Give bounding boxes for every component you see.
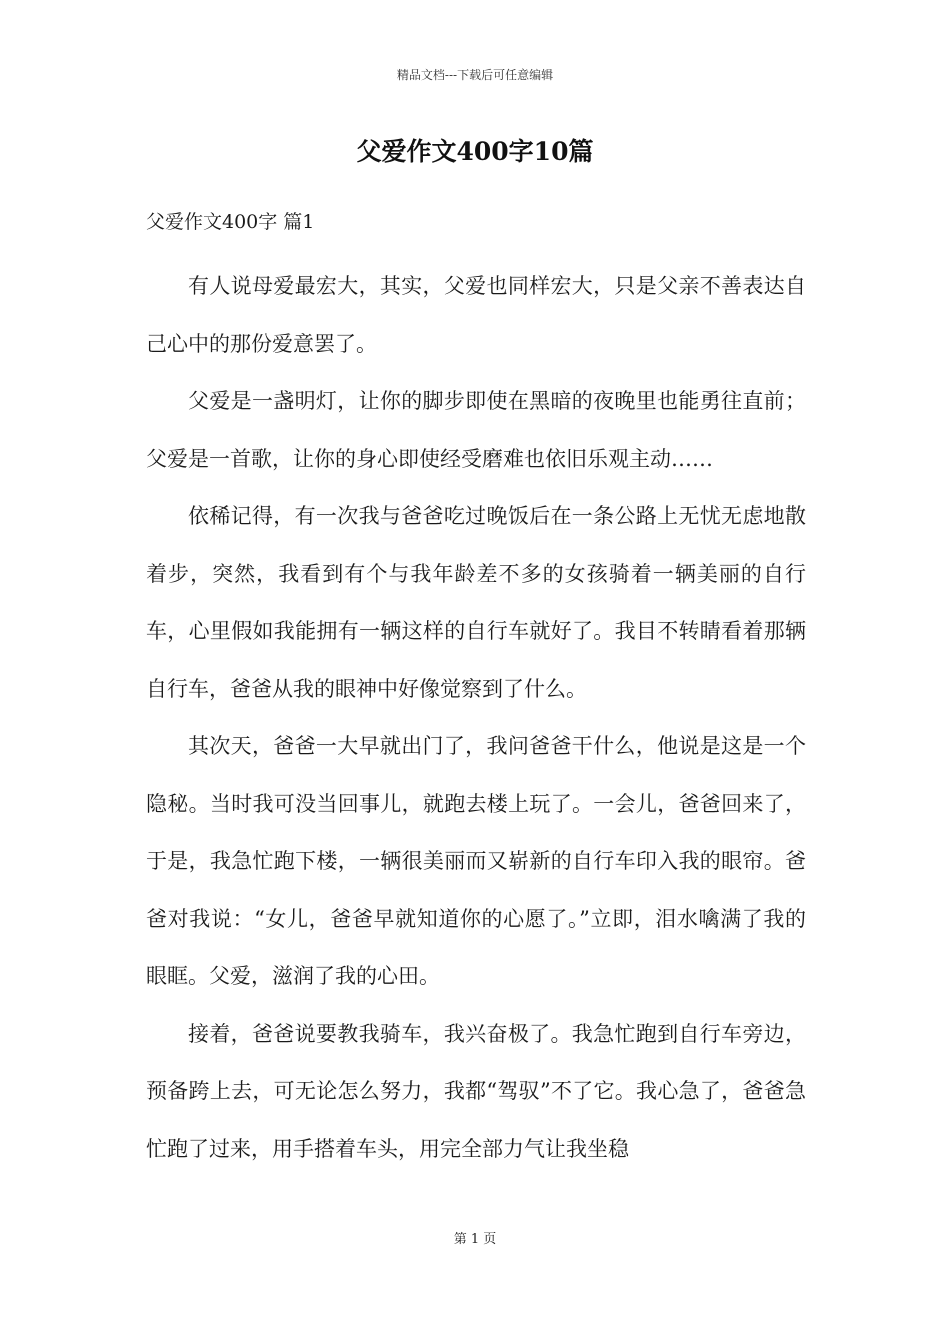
paragraph: 父爱是一盏明灯，让你的脚步即使在黑暗的夜晚里也能勇往直前；父爱是一首歌，让你的身心即使经受磨难也依旧乐观主动…… — [146, 389, 806, 471]
section-heading: 父爱作文400字 篇1 — [146, 211, 315, 233]
header-note: 精品文档---下载后可任意编辑 — [396, 68, 554, 82]
document-title: 父爱作文400字10篇 — [356, 137, 594, 166]
paragraph: 其次天，爸爸一大早就出门了，我问爸爸干什么，他说是这是一个隐秘。当时我可没当回事儿，就跑去楼上玩了。一会儿，爸爸回来了，于是，我急忙跑下楼，一辆很美丽而又崭新的自行车印入我的眼帘。爸爸对我说：“女儿，爸爸早就知道你的心愿了。”立即，泪水噙满了我的眼眶。父爱，滋润了我的心田。 — [146, 734, 806, 988]
paragraph: 接着，爸爸说要教我骑车，我兴奋极了。我急忙跑到自行车旁边，预备跨上去，可无论怎么努力，我都“驾驭”不了它。我心急了，爸爸急忙跑了过来，用手搭着车头，用完全部力气让我坐稳 — [146, 1021, 806, 1161]
paragraph: 有人说母爱最宏大，其实，父爱也同样宏大，只是父亲不善表达自己心中的那份爱意罢了。 — [146, 274, 806, 356]
page-number: 第 1 页 — [453, 1232, 497, 1247]
paragraph: 依稀记得，有一次我与爸爸吃过晚饭后在一条公路上无忧无虑地散着步，突然，我看到有个与我年龄差不多的女孩骑着一辆美丽的自行车，心里假如我能拥有一辆这样的自行车就好了。我目不转睛看着那辆自行车，爸爸从我的眼神中好像觉察到了什么。 — [146, 504, 806, 701]
article-body — [146, 258, 806, 1178]
